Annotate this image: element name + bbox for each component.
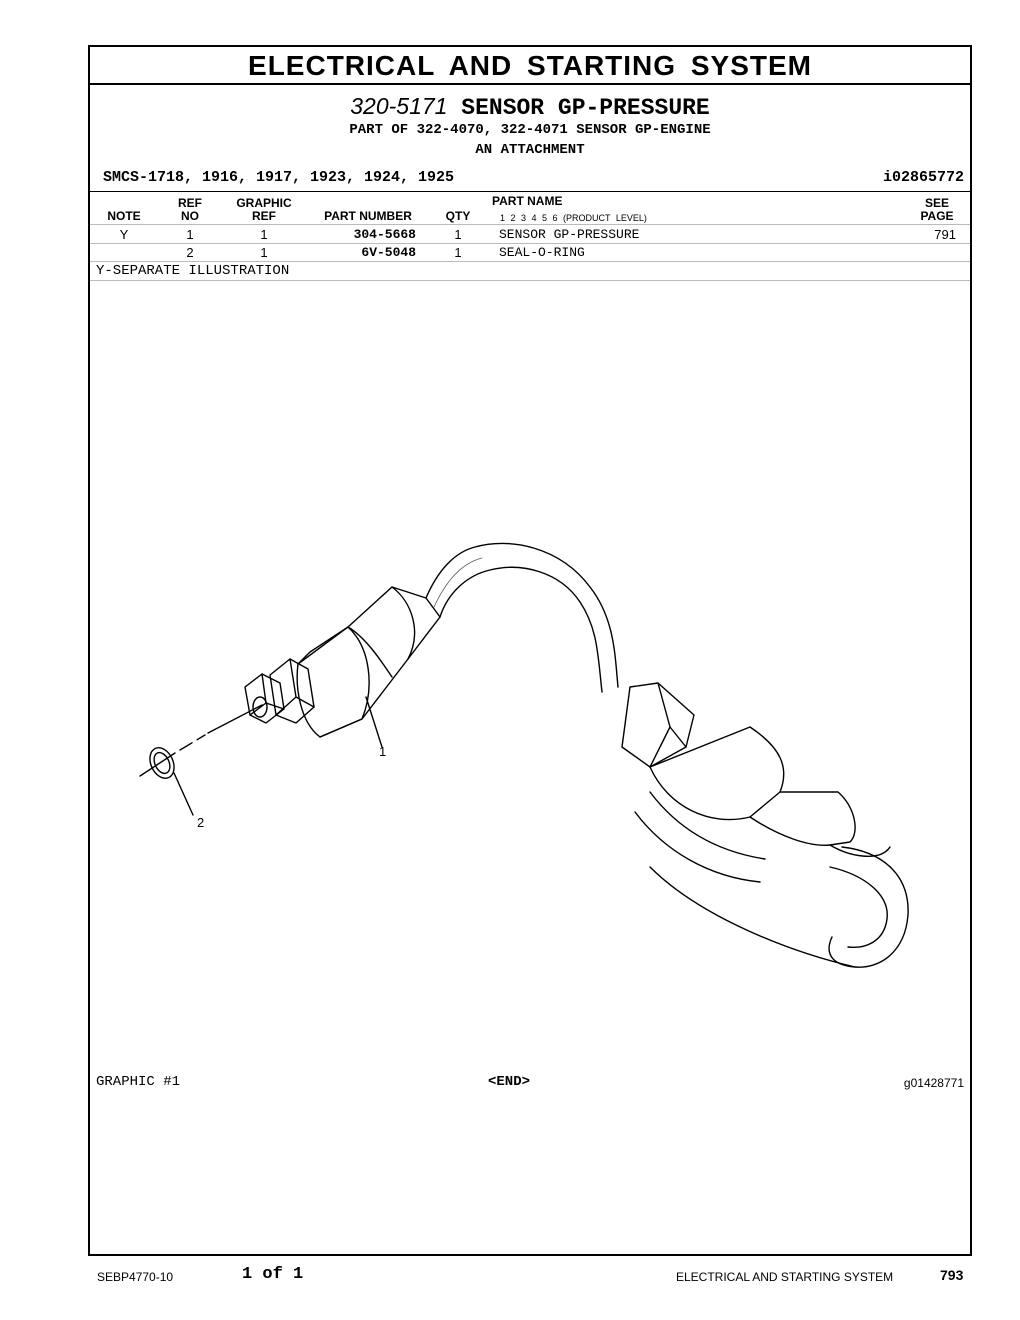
header-graphic-bottom: REF [252,209,276,223]
smcs-codes: SMCS-1718, 1916, 1917, 1923, 1924, 1925 [103,169,455,186]
row-qty: 1 [454,227,462,242]
section-title: ELECTRICAL AND STARTING SYSTEM [90,47,970,85]
header-part-name: PART NAME [492,194,563,208]
part-title-number: 320-5171 [350,93,448,119]
connector-end [622,683,890,856]
graphic-id: g01428771 [903,1076,964,1090]
o-ring-seal [145,744,178,782]
row-qty: 1 [454,245,462,260]
footnote: Y-SEPARATE ILLUSTRATION [96,263,290,279]
row-see-page: 791 [934,227,956,242]
header-product-levels: 1 2 3 4 5 6 (PRODUCT LEVEL) [500,213,647,223]
footer-section: ELECTRICAL AND STARTING SYSTEM [676,1270,894,1284]
sensor-illustration [90,47,970,1247]
header-ref-top: REF [178,196,202,210]
header-see-top: SEE [924,196,949,210]
header-see-bottom: PAGE [920,209,954,223]
row-part-number: 6V-5048 [361,245,416,260]
sensor-body [245,587,440,737]
header-qty: QTY [445,209,471,223]
end-marker: <END> [488,1074,531,1090]
header-note: NOTE [107,209,141,223]
cable-harness [426,543,908,967]
footer-doc-number: SEBP4770-10 [97,1270,174,1284]
header-ref-bottom: NO [181,209,199,223]
row-graphic-ref: 1 [260,227,268,242]
callout-leaders [174,697,382,815]
row-ref-no: 1 [186,227,194,242]
row-graphic-ref: 1 [260,245,268,260]
part-of-line: PART OF 322-4070, 322-4071 SENSOR GP-ENGINE [349,122,711,138]
footer-page-number: 793 [940,1267,964,1283]
row-part-name: SEAL-O-RING [499,245,585,260]
assembly-lines [140,705,262,776]
header-graphic-top: GRAPHIC [236,196,292,210]
callout-1-label: 1 [379,744,387,759]
row-ref-no: 2 [186,245,194,260]
row-part-name: SENSOR GP-PRESSURE [499,227,640,242]
row-part-number: 304-5668 [353,227,416,242]
page-frame [88,45,972,1256]
header-part-number: PART NUMBER [324,209,412,223]
part-title-name: SENSOR GP-PRESSURE [461,95,710,121]
footer-page-of: 1 of 1 [242,1265,304,1284]
callout-2-label: 2 [197,815,205,830]
document-ident: i02865772 [882,169,964,186]
row-note: Y [119,227,129,242]
graphic-label: GRAPHIC #1 [96,1074,181,1090]
attachment-line: AN ATTACHMENT [475,142,585,158]
